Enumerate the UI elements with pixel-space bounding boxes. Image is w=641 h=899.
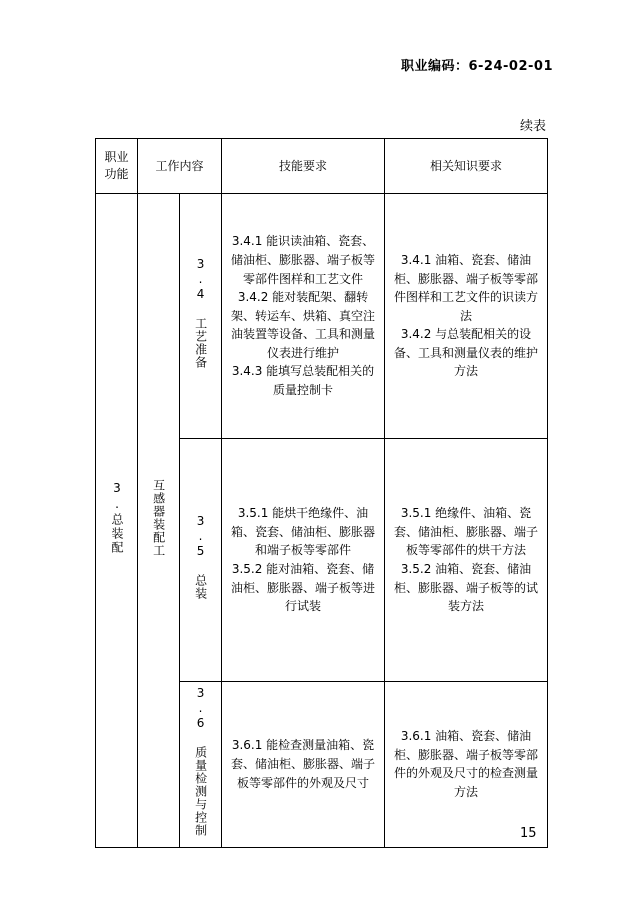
skill-item: 3.4.3 能填写总装配相关的质量控制卡 (231, 364, 375, 398)
cell-skills-preparation (222, 194, 385, 439)
header-knowledge-requirements-text: 相关知识要求 (430, 158, 503, 173)
cell-subtask-preparation (180, 194, 222, 439)
table-header-row (96, 139, 548, 194)
occupation-code: 职业编码：6-24-02-01 (400, 59, 553, 74)
header-work-content-text: 工作内容 (155, 158, 204, 173)
subtask-quality-control-label: 3.6 质量检测与控制 (193, 686, 208, 837)
header-work-content (138, 139, 222, 194)
header-occupational-function (96, 139, 138, 194)
cell-occupational-function (96, 194, 138, 848)
page-number: 15 (520, 826, 537, 841)
continued-table-label: 续表 (519, 119, 546, 134)
cell-subtask-assembly (180, 439, 222, 682)
header-occupational-function-text: 职业功能 (104, 149, 129, 181)
cell-knowledge-quality-control (385, 682, 548, 848)
skills-requirements-table (95, 138, 548, 848)
skill-item: 3.5.1 能烘干绝缘件、油箱、瓷套、储油柜、膨胀器和端子板等零部件 (231, 506, 376, 558)
knowledge-item: 3.4.2 与总装配相关的设备、工具和测量仪表的维护方法 (394, 327, 539, 379)
knowledge-item: 3.5.1 绝缘件、油箱、瓷套、储油柜、膨胀器、端子板等零部件的烘干方法 (394, 506, 539, 558)
subtask-assembly-label: 3.5 总装 (193, 514, 208, 601)
table-row (96, 194, 548, 439)
cell-knowledge-assembly (385, 439, 548, 682)
header-skill-requirements (222, 139, 385, 194)
cell-knowledge-preparation (385, 194, 548, 439)
skill-item: 3.5.2 能对油箱、瓷套、储油柜、膨胀器、端子板等进行试装 (231, 562, 376, 614)
skill-item: 3.4.1 能识读油箱、瓷套、储油柜、膨胀器、端子板等零部件图样和工艺文件 (231, 234, 376, 286)
knowledge-item: 3.5.2 油箱、瓷套、储油柜、膨胀器、端子板等的试装方法 (394, 562, 539, 614)
occupational-function-label: 3.总装配 (110, 480, 124, 555)
cell-skills-quality-control (222, 682, 385, 848)
skill-item: 3.4.2 能对装配架、翻转架、转运车、烘箱、真空注油装置等设备、工具和测量仪表进行维护 (231, 290, 376, 360)
cell-subtask-quality-control (180, 682, 222, 848)
cell-work-content-task (138, 194, 180, 848)
knowledge-item: 3.4.1 油箱、瓷套、储油柜、膨胀器、端子板等零部件图样和工艺文件的识读方法 (394, 252, 539, 323)
header-knowledge-requirements (385, 139, 548, 194)
work-content-task-label: 互感器装配工 (151, 478, 166, 557)
header-skill-requirements-text: 技能要求 (279, 158, 328, 173)
cell-skills-assembly (222, 439, 385, 682)
subtask-preparation-label: 3.4 工艺准备 (193, 257, 208, 370)
knowledge-item: 3.6.1 油箱、瓷套、储油柜、膨胀器、端子板等零部件的外观及尺寸的检查测量方法 (394, 729, 539, 799)
skill-item: 3.6.1 能检查测量油箱、瓷套、储油柜、膨胀器、端子板等零部件的外观及尺寸 (231, 738, 376, 790)
